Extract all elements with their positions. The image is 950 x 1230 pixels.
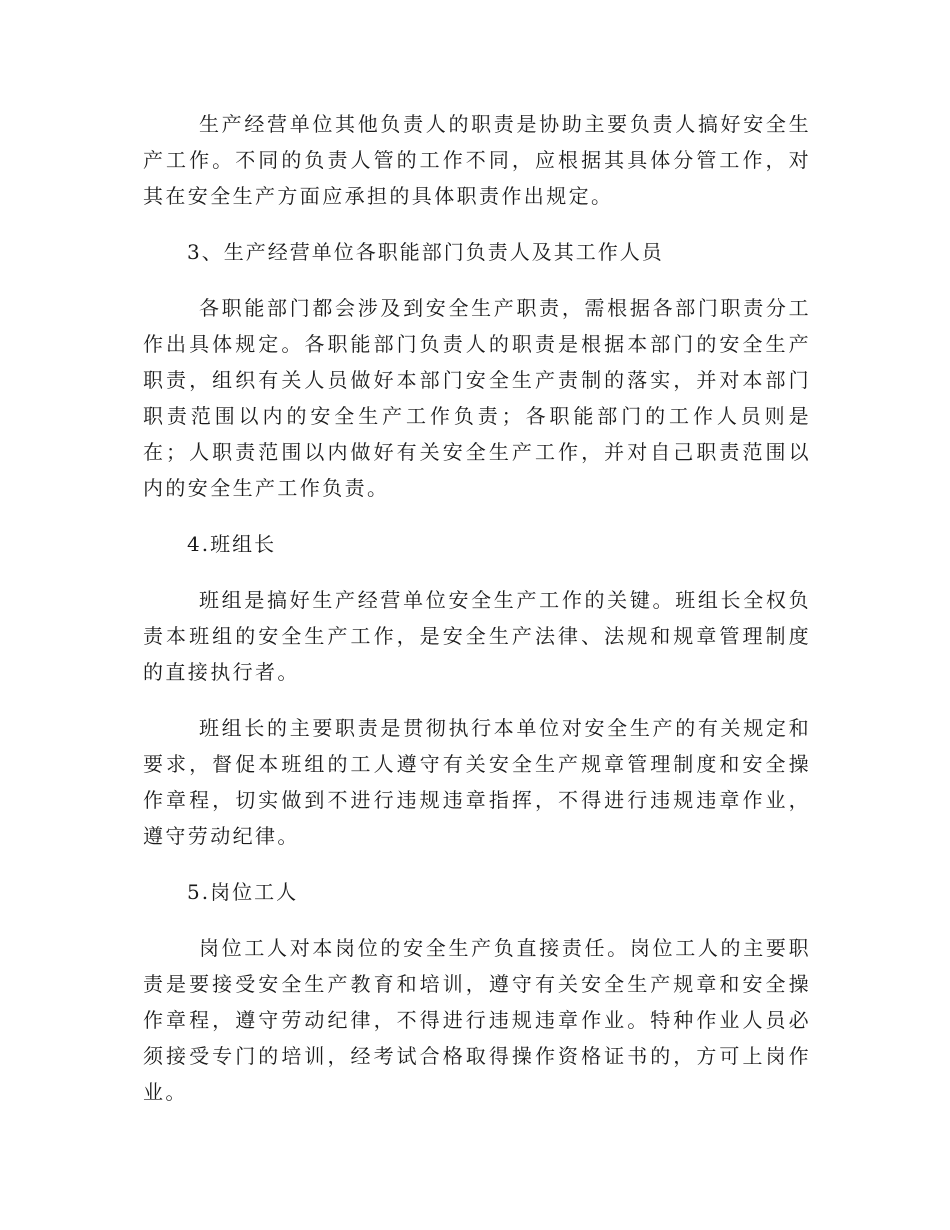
heading-post-workers: 5.岗位工人 <box>187 880 299 904</box>
paragraph-other-leaders: 生产经营单位其他负责人的职责是协助主要负责人搞好安全生产工作。不同的负责人管的工作不同，应根据其具体分管工作，对其在安全生产方面应承担的具体职责作出规定。 <box>143 112 811 208</box>
paragraph-team-leader-duties: 班组长的主要职责是贯彻执行本单位对安全生产的有关规定和要求，督促本班组的工人遵守有关安全生产规章管理制度和安全操作章程，切实做到不进行违规违章指挥，不得进行违规违章作业，遵守劳动纪律。 <box>143 716 811 848</box>
paragraph-post-worker-duties: 岗位工人对本岗位的安全生产负直接责任。岗位工人的主要职责是要接受安全生产教育和培训，遵守有关安全生产规章和安全操作章程，遵守劳动纪律，不得进行违规违章作业。特种作业人员必须接受专门的培训，经考试合格取得操作资格证书的，方可上岗作业。 <box>143 936 811 1104</box>
paragraph-team-key-role: 班组是搞好生产经营单位安全生产工作的关键。班组长全权负责本班组的安全生产工作，是安全生产法律、法规和规章管理制度的直接执行者。 <box>143 588 811 684</box>
paragraph-department-duties: 各职能部门都会涉及到安全生产职责，需根据各部门职责分工作出具体规定。各职能部门负责人的职责是根据本部门的安全生产职责，组织有关人员做好本部门安全生产责制的落实，并对本部门职责范围以内的安全生产工作负责；各职能部门的工作人员则是在；人职责范围以内做好有关安全生产工作，并对自己职责范围以内的安全生产工作负责。 <box>143 296 811 500</box>
heading-department-heads: 3、生产经营单位各职能部门负责人及其工作人员 <box>187 240 664 264</box>
document-body <box>143 106 811 1130</box>
heading-team-leader: 4.班组长 <box>187 532 277 556</box>
